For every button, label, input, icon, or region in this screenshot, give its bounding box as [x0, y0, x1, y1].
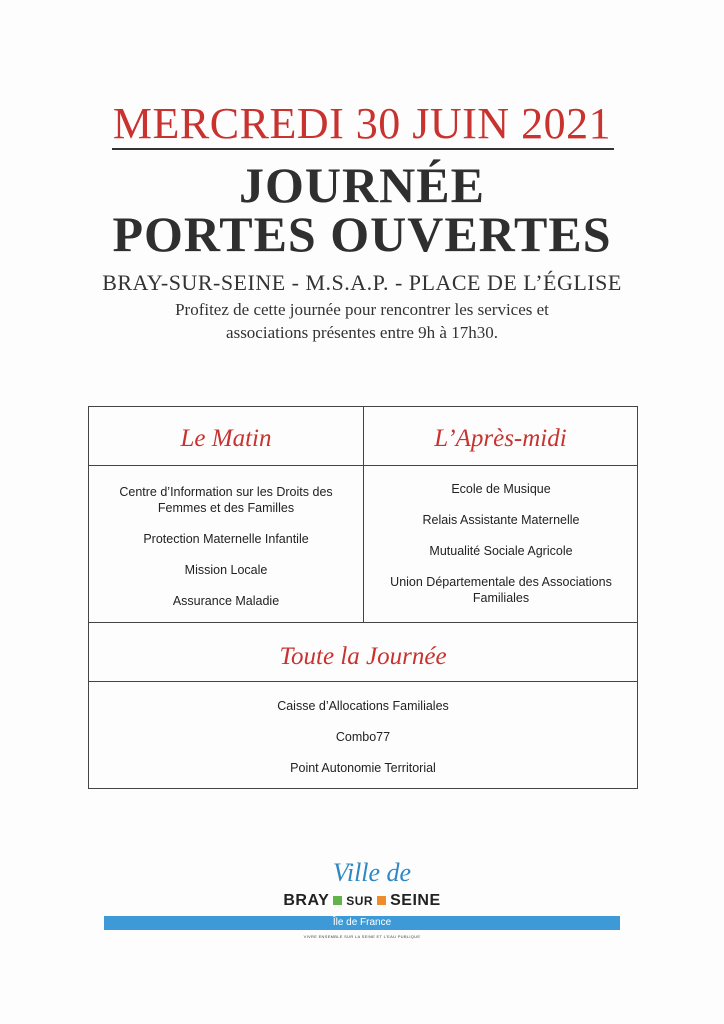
logo-script: Ville de — [332, 858, 412, 887]
date-underline — [112, 148, 614, 150]
all-day-heading: Toute la Journée — [279, 643, 447, 670]
logo-wordmark — [0, 892, 724, 910]
orange-square-icon — [377, 896, 386, 905]
list-item: Assurance Maladie — [172, 594, 280, 608]
event-location: BRAY-SUR-SEINE - M.S.A.P. - PLACE DE L’ÉGLISE — [102, 270, 622, 295]
list-item: Combo77 — [335, 730, 391, 744]
logo-part-seine: SEINE — [390, 892, 441, 909]
title-line-2: PORTES OUVERTES — [112, 206, 612, 262]
list-item: Mission Locale — [184, 563, 268, 577]
schedule-table — [88, 406, 638, 789]
morning-heading: Le Matin — [180, 425, 272, 452]
all-day-header-divider — [89, 681, 637, 682]
list-item: Protection Maternelle Infantile — [143, 532, 309, 546]
list-item: Ecole de Musique — [451, 482, 551, 496]
intro-text: Profitez de cette journée pour rencontrer les services et associations présentes entre 9h à 17h30. — [175, 300, 549, 342]
title-line-1: JOURNÉE — [239, 157, 485, 213]
list-item: Mutualité Sociale Agricole — [429, 544, 573, 558]
logo-part-sur: SUR — [346, 894, 374, 908]
logo-tagline: VIVRE ENSEMBLE SUR LA SEINE ET L'EAU PUBLIQUE — [303, 934, 421, 939]
green-square-icon — [333, 896, 342, 905]
logo-part-bray: BRAY — [283, 892, 330, 909]
region-bar: Île de France — [104, 916, 620, 930]
town-logo — [0, 858, 724, 948]
list-item: Point Autonomie Territorial — [290, 761, 436, 775]
afternoon-heading: L’Après-midi — [434, 425, 567, 452]
event-date: MERCREDI 30 JUIN 2021 — [112, 99, 612, 148]
list-item: Relais Assistante Maternelle — [422, 513, 580, 527]
list-item: Union Départementale des Associations Familiales — [390, 575, 612, 605]
afternoon-list — [376, 481, 626, 621]
all-day-list — [89, 698, 637, 791]
list-item: Centre d’Information sur les Droits des Femmes et des Familles — [119, 485, 333, 515]
header-divider — [89, 465, 637, 466]
list-item: Caisse d’Allocations Familiales — [277, 699, 449, 713]
morning-list — [101, 484, 351, 624]
